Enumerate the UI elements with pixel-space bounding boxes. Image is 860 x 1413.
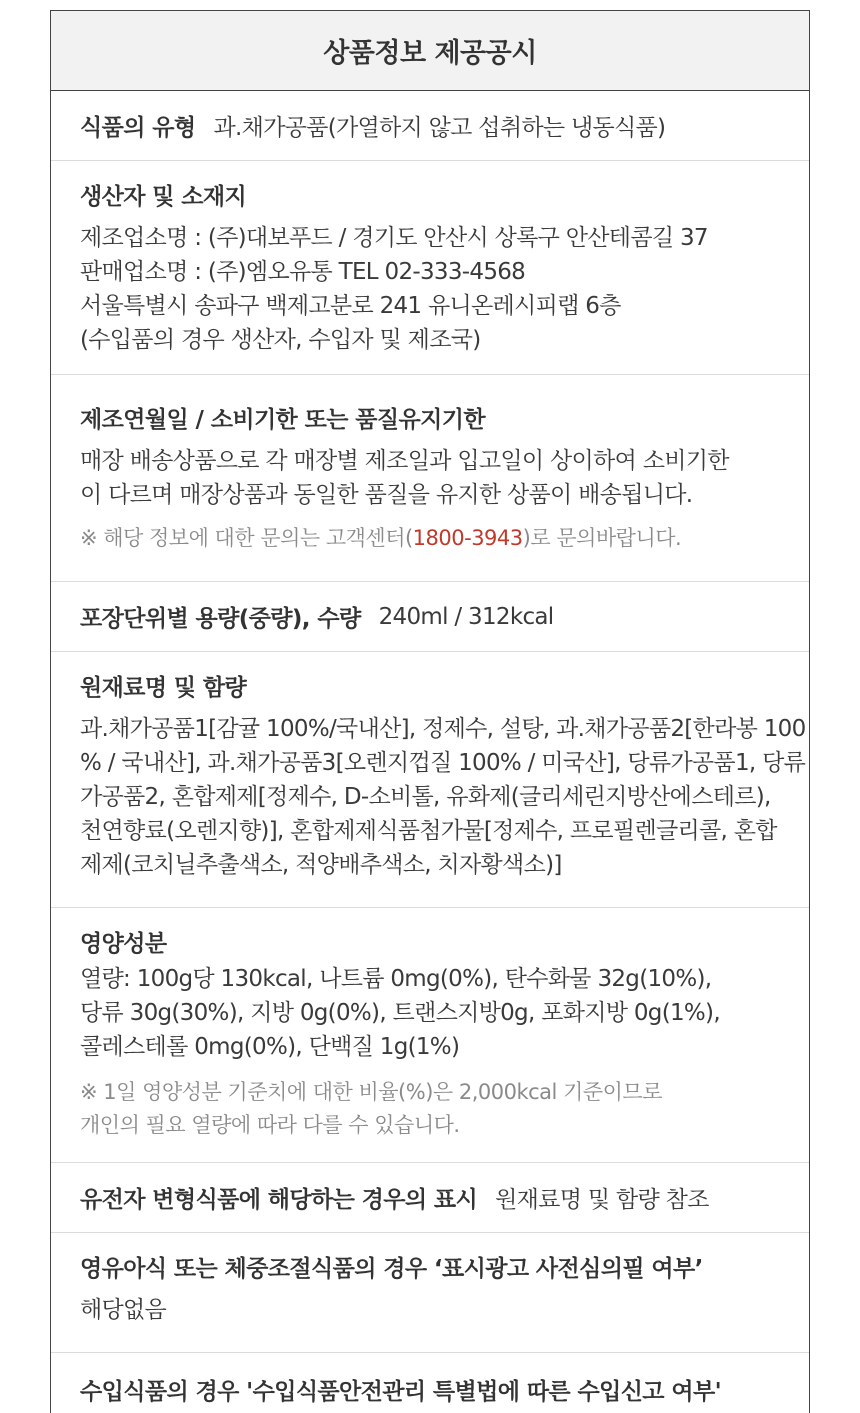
nutrition-line: 콜레스테롤 0mg(0%), 단백질 1g(1%) <box>80 1034 460 1060</box>
row-food-type <box>51 91 809 161</box>
expiry-note-suffix: )로 문의바랍니다. <box>522 526 682 550</box>
producer-line: 제조업소명 : (주)대보푸드 / 경기도 안산시 상록구 안산테콤길 37 <box>80 225 708 251</box>
gmo-value: 원재료명 및 함량 참조 <box>495 1187 709 1213</box>
infant-label: 영유아식 또는 체중조절식품의 경우 ‘표시광고 사전심의필 여부’ <box>80 1256 703 1282</box>
nutrition-label: 영양성분 <box>80 931 167 957</box>
expiry-note-prefix: ※ 해당 정보에 대한 문의는 고객센터( <box>80 526 413 550</box>
row-infant <box>51 1233 809 1353</box>
producer-line: 판매업소명 : (주)엠오유통 TEL 02-333-4568 <box>80 259 526 285</box>
row-imported <box>51 1353 809 1413</box>
ingredients-label: 원재료명 및 함량 <box>80 675 247 701</box>
row-nutrition <box>51 908 809 1163</box>
customer-center-phone: 1800-3943 <box>412 526 523 550</box>
capacity-label: 포장단위별 용량(중량), 수량 <box>80 606 361 632</box>
infant-value: 해당없음 <box>80 1297 167 1323</box>
expiry-line: 매장 배송상품으로 각 매장별 제조일과 입고일이 상이하여 소비기한 <box>80 448 729 474</box>
row-gmo <box>51 1163 809 1233</box>
nutrition-line: 열량: 100g당 130kcal, 나트륨 0mg(0%), 탄수화물 32g(10%), <box>80 966 712 992</box>
nutrition-note: ※ 1일 영양성분 기준치에 대한 비율(%)은 2,000kcal 기준이므로 <box>80 1080 662 1104</box>
row-expiry <box>51 375 809 582</box>
food-type-label: 식품의 유형 <box>80 115 196 141</box>
row-producer <box>51 161 809 375</box>
gmo-label: 유전자 변형식품에 해당하는 경우의 표시 <box>80 1187 478 1213</box>
expiry-label: 제조연월일 / 소비기한 또는 품질유지기한 <box>80 407 485 433</box>
expiry-note <box>80 522 797 555</box>
ingredients-line: 천연향료(오렌지향)], 혼합제제식품첨가물[정제수, 프로필렌글리콜, 혼합 <box>80 818 777 844</box>
product-info-table <box>50 10 810 1413</box>
food-type-value: 과.채가공품(가열하지 않고 섭취하는 냉동식품) <box>213 115 666 141</box>
row-capacity <box>51 582 809 652</box>
producer-line: 서울특별시 송파구 백제고분로 241 유니온레시피랩 6층 <box>80 293 621 319</box>
expiry-line: 이 다르며 매장상품과 동일한 품질을 유지한 상품이 배송됩니다. <box>80 482 693 508</box>
producer-line: (수입품의 경우 생산자, 수입자 및 제조국) <box>80 327 481 353</box>
nutrition-note: 개인의 필요 열량에 따라 다를 수 있습니다. <box>80 1113 460 1137</box>
imported-label: 수입식품의 경우 '수입식품안전관리 특별법에 따른 수입신고 여부' <box>80 1379 722 1405</box>
table-title: 상품정보 제공공시 <box>51 11 809 91</box>
capacity-value: 240ml / 312kcal <box>378 603 554 630</box>
ingredients-line: 제제(코치닐추출색소, 적양배추색소, 치자황색소)] <box>80 852 562 878</box>
ingredients-line: % / 국내산], 과.채가공품3[오렌지껍질 100% / 미국산], 당류가공품1, 당류 <box>80 750 806 776</box>
nutrition-line: 당류 30g(30%), 지방 0g(0%), 트랜스지방0g, 포화지방 0g(1%), <box>80 1000 720 1026</box>
ingredients-line: 가공품2, 혼합제제[정제수, D-소비톨, 유화제(글리세린지방산에스테르), <box>80 784 771 810</box>
row-ingredients <box>51 652 809 908</box>
producer-label: 생산자 및 소재지 <box>80 184 247 210</box>
ingredients-line: 과.채가공품1[감귤 100%/국내산], 정제수, 설탕, 과.채가공품2[한라봉 100 <box>80 716 806 742</box>
